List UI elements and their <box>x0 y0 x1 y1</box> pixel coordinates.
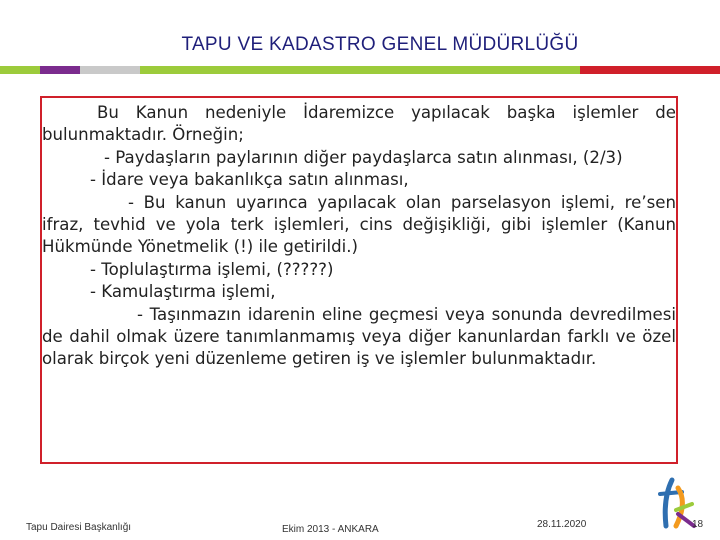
paragraph-intro: Bu Kanun nedeniyle İdaremizce yapılacak başka işlemler de bulunmaktadır. Örneğin; <box>42 103 676 145</box>
bar-segment-red <box>580 66 720 74</box>
bar-segment-green <box>0 66 40 74</box>
paragraph-item-1: - Paydaşların paylarının diğer paydaşlarca satın alınması, (2/3) <box>104 147 623 167</box>
bar-segment-gray <box>80 66 140 74</box>
bar-segment-green-long <box>140 66 580 74</box>
footer-date: 28.11.2020 <box>537 519 587 530</box>
slide-title: TAPU VE KADASTRO GENEL MÜDÜRLÜĞÜ <box>181 34 579 55</box>
paragraph-item-2: - İdare veya bakanlıkça satın alınması, <box>90 170 409 190</box>
footer-department: Tapu Dairesi Başkanlığı <box>26 522 132 533</box>
bar-segment-purple <box>40 66 80 74</box>
header-color-bar <box>0 66 720 74</box>
paragraph-item-6: - Taşınmazın idarenin eline geçmesi veya sonunda devredilmesi de dahil olmak üzere tanımlanmamış veya diğer kanunlardan farklı ve özel olarak birçok yeni düzenleme getiren iş ve işlemler bulunmaktadır. <box>42 304 676 369</box>
paragraph-item-3: - Bu kanun uyarınca yapılacak olan parselasyon işlemi, re’sen ifraz, tevhid ve yola terk işlemleri, cins değişikliği, gibi işlemler (Kanun Hükmünde Yönetmelik (!) ile getirildi.) <box>42 192 676 257</box>
footer-location-date: Ekim 2013 - ANKARA <box>282 524 379 535</box>
content-box <box>40 96 678 464</box>
paragraph-item-4: - Toplulaştırma işlemi, (?????) <box>90 259 334 279</box>
page-number: 18 <box>692 519 704 530</box>
paragraph-item-5: - Kamulaştırma işlemi, <box>90 282 276 302</box>
